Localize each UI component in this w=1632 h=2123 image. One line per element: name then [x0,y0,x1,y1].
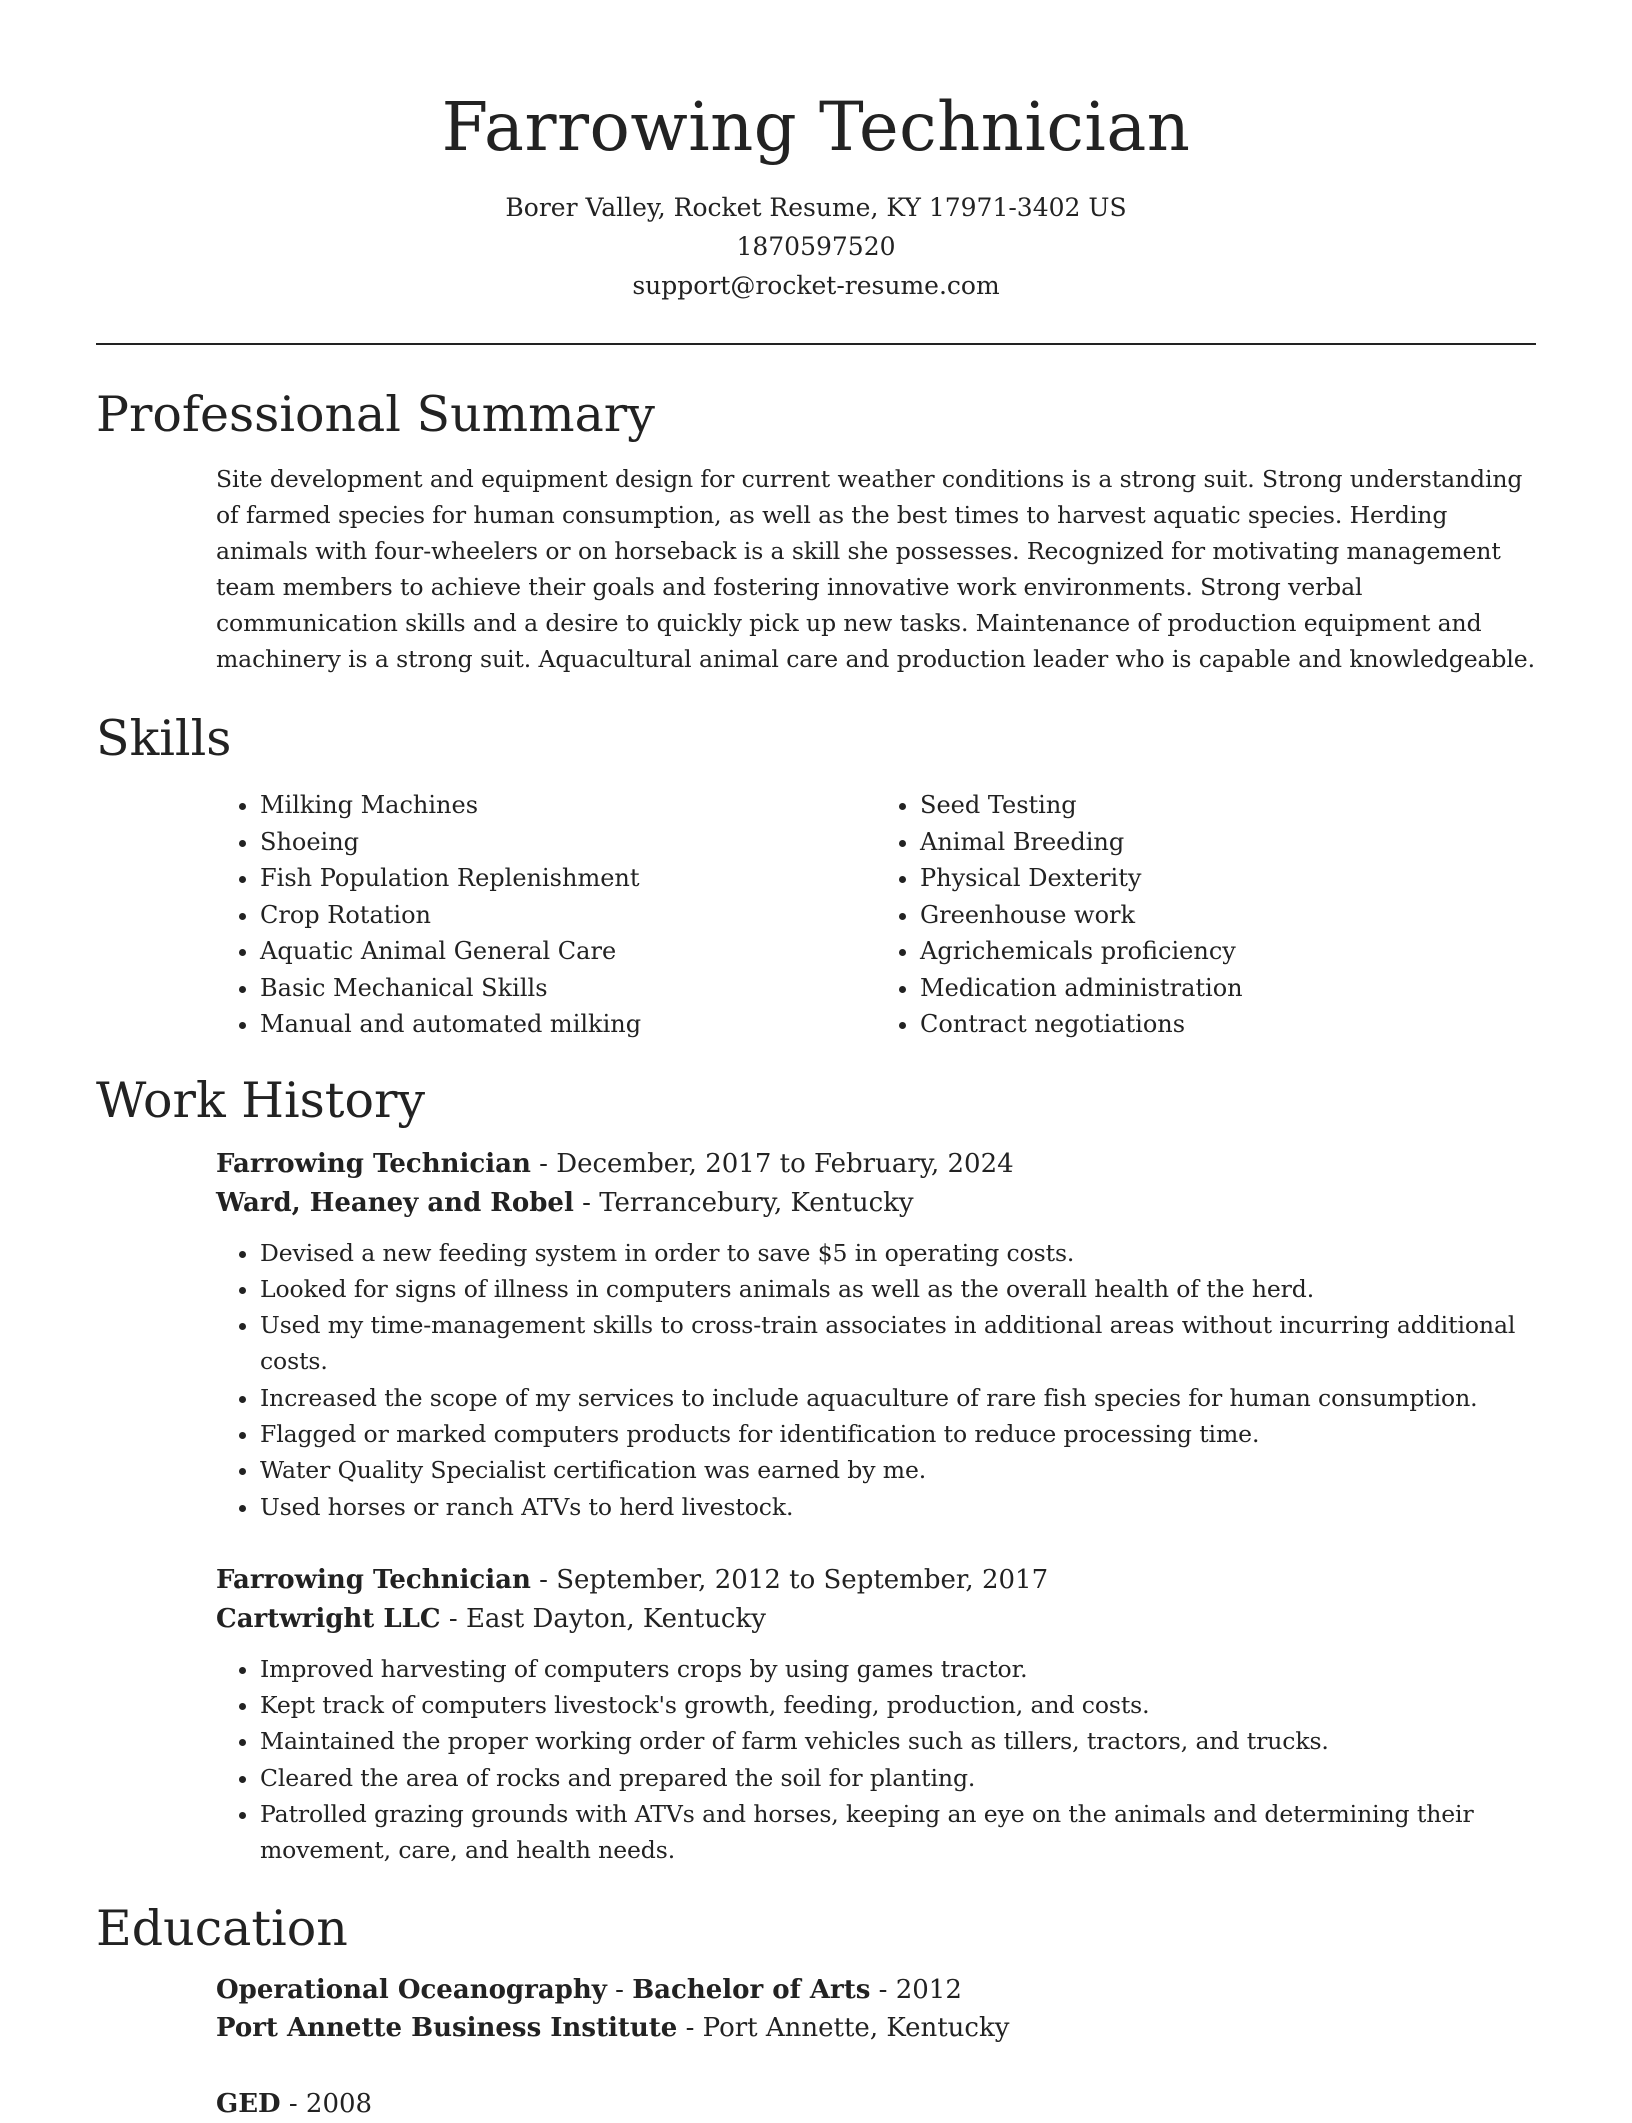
summary-heading: Professional Summary [96,386,655,443]
education-degree-line: Operational Oceanography - Bachelor of Arts - 2012 [216,1974,962,2005]
job-position: Farrowing Technician [216,1564,531,1595]
education-year: 2012 [895,1974,962,2005]
job-location: East Dayton, Kentucky [465,1603,766,1634]
contact-info [96,188,1536,305]
contact-address: Borer Valley, Rocket Resume, KY 17971-3402 US [505,193,1127,222]
education-field: Operational Oceanography [216,1974,607,2005]
job-bullet: • Water Quality Specialist certification was earned by me. [260,1452,1536,1488]
skill-item: • Milking Machines [260,787,876,824]
job-company-line: Cartwright LLC - East Dayton, Kentucky [216,1603,766,1634]
education-location: Port Annette, Kentucky [702,2012,1010,2043]
skill-item: • Shoeing [260,824,876,861]
job-company: Cartwright LLC [216,1603,441,1634]
resume-header [96,0,1536,305]
job-bullet: • Increased the scope of my services to include aquaculture of rare fish species for human consumption. [260,1380,1536,1416]
job-bullet: • Used my time-management skills to cross-train associates in additional areas without incurring additional costs. [260,1307,1536,1380]
work-history-section [96,1069,1536,1869]
education-entry [216,1971,1536,2047]
education-entry [216,2085,1536,2123]
skill-item: • Basic Mechanical Skills [260,970,876,1007]
job-bullet: • Improved harvesting of computers crops by using games tractor. [260,1651,1536,1687]
job-title-line: Farrowing Technician - December, 2017 to February, 2024 [216,1148,1014,1179]
job-entry [216,1561,1536,1869]
skill-item: • Agrichemicals proficiency [920,933,1536,970]
education-degree: GED [216,2088,281,2119]
job-location: Terrancebury, Kentucky [599,1187,914,1218]
skill-item: • Crop Rotation [260,897,876,934]
job-title-line: Farrowing Technician - September, 2012 to September, 2017 [216,1564,1049,1595]
resume-page [96,0,1536,2123]
job-bullet: • Cleared the area of rocks and prepared the soil for planting. [260,1760,1536,1796]
job-dates: September, 2012 to September, 2017 [556,1564,1049,1595]
work-history-heading: Work History [96,1071,426,1129]
job-bullet: • Looked for signs of illness in computers animals as well as the overall health of the herd. [260,1271,1536,1307]
header-divider [96,343,1536,345]
candidate-name: Farrowing Technician [441,88,1191,166]
skills-section [96,707,1536,1043]
education-degree: Bachelor of Arts [632,1974,871,2005]
job-bullet: • Devised a new feeding system in order to save $5 in operating costs. [260,1235,1536,1271]
skills-column-right [876,787,1536,1043]
job-bullet: • Flagged or marked computers products for identification to reduce processing time. [260,1416,1536,1452]
job-bullets [216,1651,1536,1869]
education-degree-line: GED - 2008 [216,2088,373,2119]
summary-section [96,383,1536,677]
contact-phone: 1870597520 [736,232,896,261]
job-dates: December, 2017 to February, 2024 [556,1148,1014,1179]
contact-email: support@rocket-resume.com [632,271,1000,300]
job-company-line: Ward, Heaney and Robel - Terrancebury, Kentucky [216,1187,914,1218]
education-school-line: Port Annette Business Institute - Port Annette, Kentucky [216,2012,1010,2043]
skill-item: • Medication administration [920,970,1536,1007]
skill-item: • Contract negotiations [920,1006,1536,1043]
job-bullets [216,1235,1536,1525]
job-bullet: • Kept track of computers livestock's growth, feeding, production, and costs. [260,1687,1536,1723]
job-entry [216,1145,1536,1525]
skills-column-left [216,787,876,1043]
job-position: Farrowing Technician [216,1148,531,1179]
job-bullet: • Used horses or ranch ATVs to herd livestock. [260,1489,1536,1525]
job-bullet: • Maintained the proper working order of farm vehicles such as tillers, tractors, and trucks. [260,1723,1536,1759]
education-section [96,1897,1536,2123]
job-company: Ward, Heaney and Robel [216,1187,574,1218]
skill-item: • Manual and automated milking [260,1006,876,1043]
skill-item: • Fish Population Replenishment [260,860,876,897]
skill-item: • Greenhouse work [920,897,1536,934]
skill-item: • Physical Dexterity [920,860,1536,897]
summary-text: Site development and equipment design for current weather conditions is a strong suit. Strong understanding of farmed species for human consumption, as well as the best times to harvest aquatic species. Herding animals with four-wheelers or on horseback is a skill she possesses. Recognized for motivating management team members to achieve their goals and fostering innovative work environments. Strong verbal communication skills and a desire to quickly pick up new tasks. Maintenance of production equipment and machinery is a strong suit. Aquacultural animal care and production leader who is capable and knowledgeable. [216,465,1535,673]
education-year: 2008 [305,2088,373,2119]
skill-item: • Aquatic Animal General Care [260,933,876,970]
education-school: Port Annette Business Institute [216,2012,678,2043]
skills-heading: Skills [96,710,232,767]
skill-item: • Animal Breeding [920,824,1536,861]
skill-item: • Seed Testing [920,787,1536,824]
education-heading: Education [96,1899,348,1957]
skills-grid [216,787,1536,1043]
job-bullet: • Patrolled grazing grounds with ATVs and horses, keeping an eye on the animals and determining their movement, care, and health needs. [260,1796,1536,1869]
